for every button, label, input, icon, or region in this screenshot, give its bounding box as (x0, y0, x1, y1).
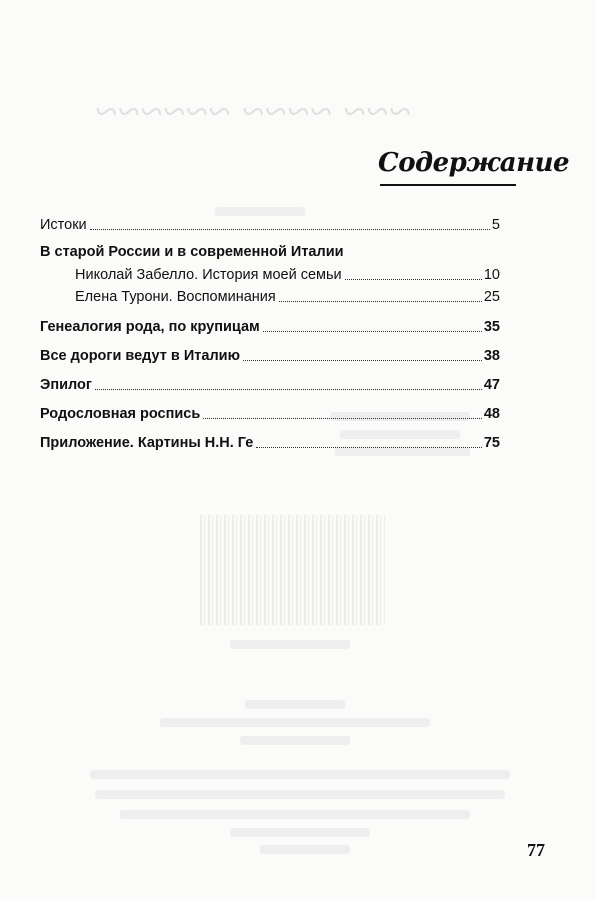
toc-entry-page: 10 (483, 267, 500, 283)
toc-entry-page: 35 (483, 319, 500, 335)
toc-entry-page: 47 (483, 377, 500, 393)
toc-subentry[interactable] (75, 262, 500, 284)
heading-flourish (380, 184, 516, 186)
contents-heading (378, 148, 570, 194)
toc-entry-page: 38 (483, 348, 500, 364)
toc-entry[interactable] (40, 430, 500, 452)
toc-entry-title: Истоки (40, 217, 87, 233)
bleed-through-line (240, 736, 350, 745)
toc-entry[interactable] (40, 372, 500, 394)
bleed-through-line (160, 718, 430, 727)
toc-entry-title: Приложение. Картины Н.Н. Ге (40, 435, 254, 451)
bleed-through-line (95, 790, 505, 799)
toc-entry[interactable] (40, 314, 500, 336)
bleed-through-line (230, 640, 350, 649)
toc-entry-title: Родословная роспись (40, 406, 201, 422)
dot-leader (263, 330, 482, 332)
toc-entry-page: 5 (491, 217, 500, 233)
bleed-through-line (90, 770, 510, 779)
toc-entry[interactable] (40, 212, 500, 234)
bleed-through-line (120, 810, 470, 819)
dot-leader (90, 228, 490, 230)
toc-entry-page: 75 (483, 435, 500, 451)
toc-section-heading[interactable]: В старой России и в современной Италии (40, 244, 344, 260)
dot-leader (279, 300, 482, 302)
dot-leader (95, 388, 482, 390)
toc-subentry[interactable] (75, 284, 500, 306)
toc-entry-page: 25 (483, 289, 500, 305)
toc-entry-title: Все дороги ведут в Италию (40, 348, 240, 364)
toc-entry-title: Генеалогия рода, по крупицам (40, 319, 260, 335)
dot-leader (345, 278, 482, 280)
toc-entry[interactable] (40, 401, 500, 423)
page-number: 77 (527, 840, 545, 860)
dot-leader (256, 446, 482, 448)
dot-leader (243, 359, 482, 361)
toc-entry-title: Эпилог (40, 377, 92, 393)
bleed-through-title: ~~~ ~~~~ ~~~~~~ (95, 89, 412, 134)
bleed-through-line (260, 845, 350, 854)
contents-heading-text: Содержание (378, 148, 570, 178)
bleed-through-barcode (200, 515, 385, 625)
toc-entry-page: 48 (483, 406, 500, 422)
toc-entry-title: Елена Турони. Воспоминания (75, 289, 276, 305)
toc-entry-title: Николай Забелло. История моей семьи (75, 267, 342, 283)
toc-entry[interactable] (40, 343, 500, 365)
dot-leader (203, 417, 482, 419)
bleed-through-line (245, 700, 345, 709)
bleed-through-line (230, 828, 370, 837)
